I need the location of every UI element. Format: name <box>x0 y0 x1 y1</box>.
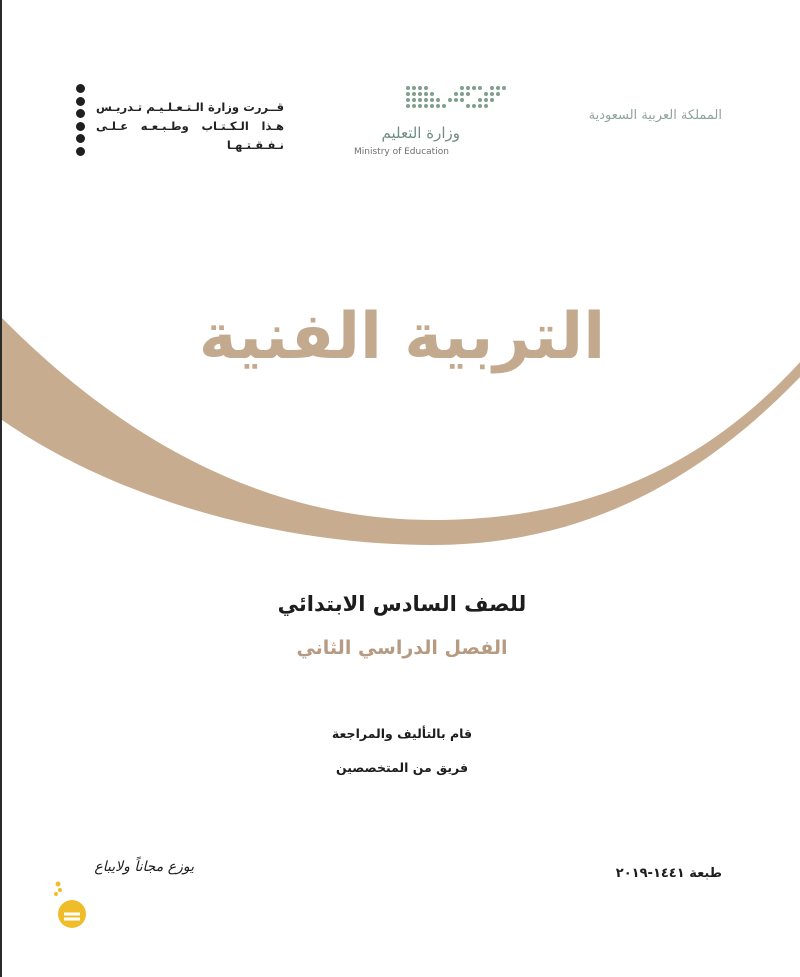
ministry-approval-note <box>96 98 284 155</box>
ministry-name-english: Ministry of Education <box>354 147 449 157</box>
ministry-name-arabic: وزارة التعليم <box>381 124 460 142</box>
approval-line-1: قــررت وزارة الـتـعـلـيـم تـدريـس <box>96 100 284 114</box>
authorship-label: قام بالتأليف والمراجعة <box>331 726 473 741</box>
dot-icon <box>76 122 85 131</box>
authors-label: فريق من المتخصصين <box>335 760 469 775</box>
semester-label: الفصل الدراسي الثاني <box>296 637 508 659</box>
distribution-logo-icon <box>50 878 90 928</box>
kingdom-name: المملكة العربية السعودية <box>588 108 722 123</box>
approval-line-2: هـذا الـكـتـاب وطـبـعـه عـلـى نـفـقـتـهـا <box>96 119 284 152</box>
bullet-dots <box>76 84 88 160</box>
edition-label: طبعة ١٤٤١-٢٠١٩ <box>615 866 722 881</box>
dot-icon <box>76 109 85 118</box>
dot-icon <box>76 134 85 143</box>
dot-icon <box>76 84 85 93</box>
free-distribution-label: يوزع مجاناً ولايباع <box>94 859 194 875</box>
dot-icon <box>76 97 85 106</box>
dot-icon <box>76 147 85 156</box>
book-title: التربية الفنية <box>198 300 606 374</box>
grade-label: للصف السادس الابتدائي <box>277 592 527 616</box>
